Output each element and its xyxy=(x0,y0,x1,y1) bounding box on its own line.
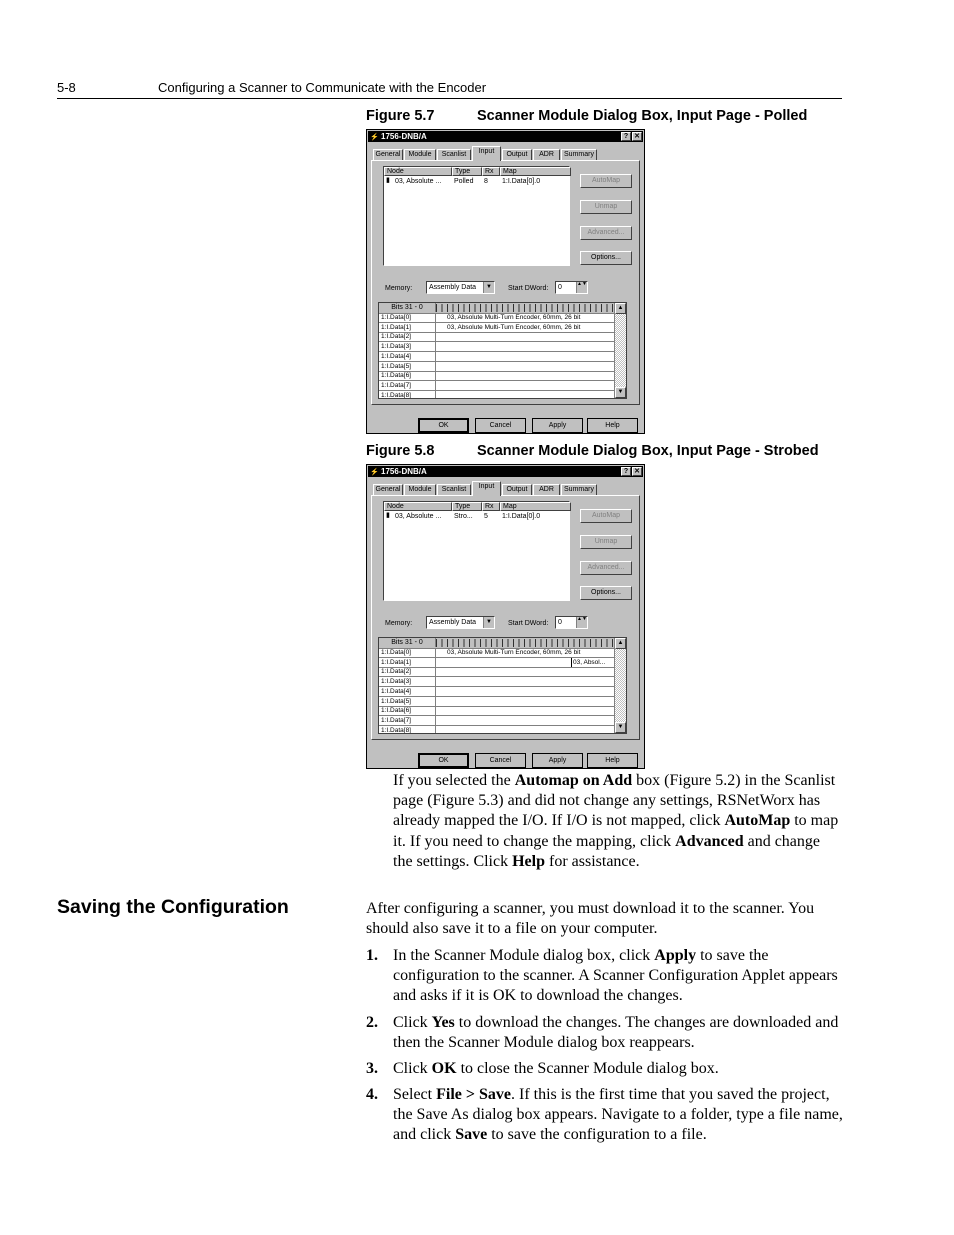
running-header-title: Configuring a Scanner to Communicate with the Encoder xyxy=(158,80,487,95)
row-divider xyxy=(435,716,436,726)
grid-row[interactable] xyxy=(379,323,616,333)
automap-button[interactable]: AutoMap xyxy=(580,174,632,188)
list-cell-map[interactable]: 1:I.Data[0].0 xyxy=(502,513,541,520)
column-header-type[interactable]: Type xyxy=(452,167,482,176)
section-heading: Saving the Configuration xyxy=(57,896,289,918)
row-label: 1:I.Data[5] xyxy=(381,697,411,705)
row-label: 1:I.Data[8] xyxy=(381,726,411,734)
cancel-button[interactable]: Cancel xyxy=(475,753,526,768)
row-divider xyxy=(435,687,436,697)
device-icon: ▮ xyxy=(386,512,390,519)
help-button[interactable]: ? xyxy=(621,132,631,141)
scanlist-device-list[interactable] xyxy=(383,501,570,601)
grid-row[interactable] xyxy=(379,677,616,687)
tab-scanlist[interactable]: Scanlist xyxy=(437,484,471,495)
scanner-module-dialog-strobed xyxy=(366,464,645,769)
row-divider xyxy=(435,332,436,342)
grid-row[interactable] xyxy=(379,658,616,668)
memory-select[interactable] xyxy=(426,616,495,629)
column-header-node[interactable]: Node xyxy=(384,167,452,176)
figure-caption: Figure 5.7 Scanner Module Dialog Box, Input Page - Polled xyxy=(366,108,808,124)
tab-input[interactable]: Input xyxy=(472,481,501,496)
grid-row[interactable] xyxy=(379,352,616,362)
start-dword-label: Start DWord: xyxy=(508,285,549,292)
dialog-title-bar xyxy=(368,466,643,477)
row-divider xyxy=(435,667,436,677)
grid-row[interactable] xyxy=(379,648,616,658)
start-dword-value: 0 xyxy=(558,284,562,291)
memory-map-grid[interactable] xyxy=(378,637,627,734)
page-number: 5-8 xyxy=(57,80,76,95)
row-value-partial: 03, Absol... xyxy=(573,658,606,666)
tab-adr[interactable]: ADR xyxy=(533,484,560,495)
row-label: 1:I.Data[4] xyxy=(381,687,411,695)
memory-select[interactable] xyxy=(426,281,495,294)
close-button[interactable]: ✕ xyxy=(632,132,642,141)
intro-paragraph: If you selected the Automap on Add box (Figure 5.2) in the Scanlist page (Figure 5.3) and did not change any settings, RSNetWorx has already mapped the I/O. If I/O is not mapped, click AutoMap to map it. If you need to change the mapping, click Advanced and change the settings. Click Help for assistance. xyxy=(393,772,839,870)
column-header-rx[interactable]: Rx xyxy=(482,502,500,511)
row-divider xyxy=(435,381,436,391)
row-divider xyxy=(435,706,436,716)
list-cell-node[interactable]: 03, Absolute ... xyxy=(395,513,442,520)
memory-label: Memory: xyxy=(385,620,413,627)
grid-row[interactable] xyxy=(379,381,616,391)
device-icon: ▮ xyxy=(386,177,390,184)
column-header-rx[interactable]: Rx xyxy=(482,167,500,176)
help-button[interactable]: ? xyxy=(621,467,631,476)
cancel-button[interactable]: Cancel xyxy=(475,418,526,433)
unmap-button[interactable]: Unmap xyxy=(580,200,632,214)
grid-row[interactable] xyxy=(379,371,616,381)
row-label: 1:I.Data[0] xyxy=(381,314,411,321)
tab-adr[interactable]: ADR xyxy=(533,149,560,160)
vertical-scrollbar[interactable] xyxy=(614,303,626,398)
start-dword-label: Start DWord: xyxy=(508,620,549,627)
apply-button[interactable]: Apply xyxy=(532,753,583,768)
help-button[interactable]: Help xyxy=(587,753,638,768)
scroll-down-icon[interactable]: ▼ xyxy=(615,387,626,398)
header-rule xyxy=(57,98,842,99)
row-label: 1:I.Data[5] xyxy=(381,362,411,370)
start-dword-value: 0 xyxy=(558,619,562,626)
bit-column-markers xyxy=(436,639,614,647)
list-cell-map[interactable]: 1:I.Data[0].0 xyxy=(502,178,541,185)
tab-output[interactable]: Output xyxy=(502,484,532,495)
grid-row[interactable] xyxy=(379,342,616,352)
vertical-scrollbar[interactable] xyxy=(614,638,626,733)
grid-row[interactable] xyxy=(379,706,616,716)
bit-column-markers xyxy=(436,304,614,312)
list-cell-node[interactable]: 03, Absolute ... xyxy=(395,178,442,185)
row-divider xyxy=(435,391,436,399)
tab-general[interactable]: General xyxy=(373,484,403,495)
row-label: 1:I.Data[6] xyxy=(381,372,411,380)
dropdown-arrow-icon[interactable]: ▼ xyxy=(483,282,494,293)
memory-value: Assembly Data xyxy=(429,284,477,291)
section-paragraph: After configuring a scanner, you must download it to the scanner. You should also save it to a file on your computer. xyxy=(366,900,815,938)
row-divider xyxy=(435,648,436,658)
network-icon: ⚡ xyxy=(370,134,379,141)
row-divider xyxy=(435,371,436,381)
list-cell-rx[interactable]: 5 xyxy=(484,513,488,520)
row-divider xyxy=(435,342,436,352)
start-dword-input[interactable] xyxy=(555,616,588,629)
list-cell-type[interactable]: Polled xyxy=(454,178,474,185)
grid-row[interactable] xyxy=(379,687,616,697)
tab-module[interactable]: Module xyxy=(404,484,436,495)
dialog-title: 1756-DNB/A xyxy=(381,132,427,141)
row-divider xyxy=(435,362,436,372)
unmap-button[interactable]: Unmap xyxy=(580,535,632,549)
row-label: 1:I.Data[1] xyxy=(381,658,411,666)
dropdown-arrow-icon[interactable]: ▼ xyxy=(483,617,494,628)
column-header-map[interactable]: Map xyxy=(500,167,571,176)
start-dword-input[interactable] xyxy=(555,281,588,294)
tab-general[interactable]: General xyxy=(373,149,403,160)
close-button[interactable]: ✕ xyxy=(632,467,642,476)
tab-summary[interactable]: Summary xyxy=(561,484,597,495)
row-label: 1:I.Data[3] xyxy=(381,678,411,686)
tab-output[interactable]: Output xyxy=(502,149,532,160)
options-button[interactable]: Options... xyxy=(580,251,632,265)
row-label: 1:I.Data[7] xyxy=(381,716,411,724)
spinner-arrows-icon[interactable]: ▲▼ xyxy=(576,282,587,293)
bits-label: Bits 31 - 0 xyxy=(379,638,436,647)
memory-value: Assembly Data xyxy=(429,619,477,626)
dialog-title: 1756-DNB/A xyxy=(381,467,427,476)
column-header-node[interactable]: Node xyxy=(384,502,452,511)
row-divider xyxy=(435,726,436,734)
memory-label: Memory: xyxy=(385,285,413,292)
scanner-module-dialog-polled xyxy=(366,129,645,434)
grid-row[interactable] xyxy=(379,667,616,677)
row-label: 1:I.Data[3] xyxy=(381,343,411,351)
ok-button[interactable]: OK xyxy=(418,418,469,433)
dialog-title-bar xyxy=(368,131,643,142)
advanced-button[interactable]: Advanced... xyxy=(580,561,632,575)
list-cell-type[interactable]: Stro... xyxy=(454,513,473,520)
apply-button[interactable]: Apply xyxy=(532,418,583,433)
row-label: 1:I.Data[8] xyxy=(381,391,411,399)
column-header-type[interactable]: Type xyxy=(452,502,482,511)
grid-row[interactable] xyxy=(379,716,616,726)
scroll-up-icon[interactable]: ▲ xyxy=(615,638,626,649)
tab-input[interactable]: Input xyxy=(472,146,501,161)
grid-row[interactable] xyxy=(379,391,616,399)
network-icon: ⚡ xyxy=(370,469,379,476)
grid-row[interactable] xyxy=(379,313,616,323)
row-value: 03, Absolute Multi-Turn Encoder, 60mm, 26 bit xyxy=(447,314,581,321)
row-value: 03, Absolute Multi-Turn Encoder, 60mm, 26 bit xyxy=(447,649,581,656)
scroll-down-icon[interactable]: ▼ xyxy=(615,722,626,733)
advanced-button[interactable]: Advanced... xyxy=(580,226,632,240)
bits-label: Bits 31 - 0 xyxy=(379,303,436,312)
grid-row[interactable] xyxy=(379,362,616,372)
scroll-up-icon[interactable]: ▲ xyxy=(615,303,626,314)
row-divider xyxy=(435,677,436,687)
figure-caption: Figure 5.8 Scanner Module Dialog Box, Input Page - Strobed xyxy=(366,443,819,459)
tab-scanlist[interactable]: Scanlist xyxy=(437,149,471,160)
grid-row[interactable] xyxy=(379,726,616,734)
tab-summary[interactable]: Summary xyxy=(561,149,597,160)
memory-map-grid[interactable] xyxy=(378,302,627,399)
help-button[interactable]: Help xyxy=(587,418,638,433)
row-label: 1:I.Data[4] xyxy=(381,352,411,360)
row-label: 1:I.Data[2] xyxy=(381,333,411,341)
spinner-arrows-icon[interactable]: ▲▼ xyxy=(576,617,587,628)
row-divider xyxy=(435,352,436,362)
list-cell-rx[interactable]: 8 xyxy=(484,178,488,185)
tab-module[interactable]: Module xyxy=(404,149,436,160)
ok-button[interactable]: OK xyxy=(418,753,469,768)
row-divider xyxy=(435,313,436,323)
grid-row[interactable] xyxy=(379,697,616,707)
scanlist-device-list[interactable] xyxy=(383,166,570,266)
row-label: 1:I.Data[1] xyxy=(381,323,411,331)
automap-button[interactable]: AutoMap xyxy=(580,509,632,523)
grid-row[interactable] xyxy=(379,332,616,342)
column-header-map[interactable]: Map xyxy=(500,502,571,511)
row-value: 03, Absolute Multi-Turn Encoder, 60mm, 26 bit xyxy=(447,323,581,331)
row-label: 1:I.Data[0] xyxy=(381,649,411,656)
row-label: 1:I.Data[2] xyxy=(381,668,411,676)
row-divider xyxy=(435,658,436,668)
options-button[interactable]: Options... xyxy=(580,586,632,600)
row-divider xyxy=(435,323,436,333)
row-label: 1:I.Data[6] xyxy=(381,707,411,715)
row-label: 1:I.Data[7] xyxy=(381,381,411,389)
row-divider xyxy=(435,697,436,707)
